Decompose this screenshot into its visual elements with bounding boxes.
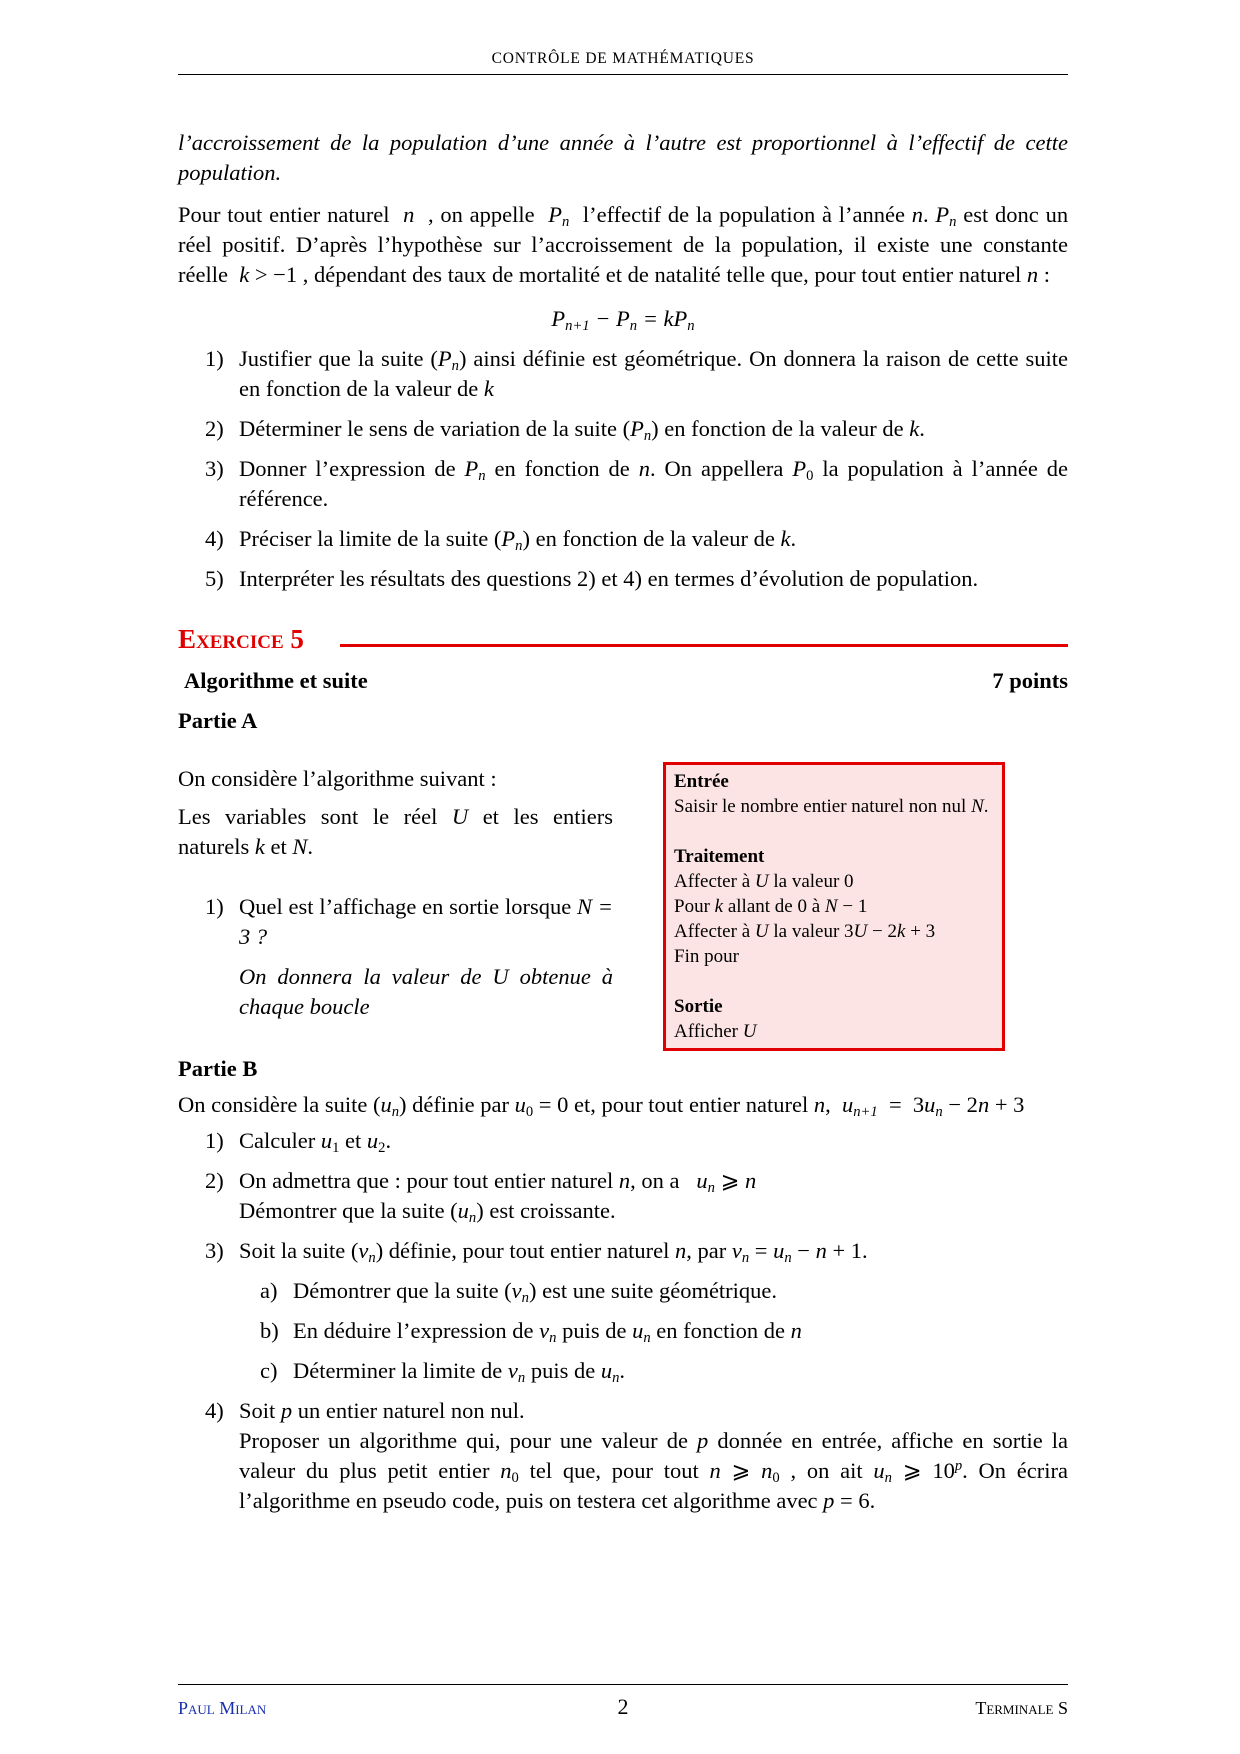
question-item: 3) Soit la suite $(v_n)$ définie, pour tout entier naturel n, par $v_n = u_n - n + 1$. bbox=[205, 1238, 868, 1266]
subquestion-item: b) En déduire l’expression de $v_n$ puis de $u_n$ en fonction de n bbox=[260, 1318, 802, 1346]
algo-sortie-label: Sortie bbox=[674, 996, 723, 1017]
page-number: 2 bbox=[617, 1694, 629, 1719]
page-header: CONTRÔLE DE MATHÉMATIQUES bbox=[491, 50, 755, 67]
page-footer bbox=[178, 1694, 1068, 1724]
footer-rule bbox=[178, 1684, 1068, 1685]
question-item: 1) Quel est l’affichage en sortie lorsque N = 3 ? On donnera la valeur de U obtenue à chaque boucle bbox=[205, 894, 613, 1019]
recurrence-formula: $P_{n+1} - P_n = kP_n$ bbox=[551, 306, 695, 334]
partie-a-text bbox=[178, 764, 613, 1032]
algo-entree-line: Saisir le nombre entier naturel non nul N. bbox=[674, 796, 989, 817]
question-item: 3) Donner l’expression de $P_n$ en fonction de n. On appellera $P_0$ la population à l’année de référence. bbox=[205, 456, 1068, 511]
question-item: 1) Calculer $u_1$ et $u_2$. bbox=[205, 1128, 392, 1156]
exercise-title: Exercice 5 bbox=[178, 624, 304, 654]
exercise-heading bbox=[178, 624, 1068, 664]
hypothesis-text: l’accroissement de la population d’une année à l’autre est proportionnel à l’effectif de cette population. bbox=[178, 130, 1068, 185]
exercise-rule bbox=[340, 644, 1068, 647]
footer-author: Paul Milan bbox=[178, 1698, 267, 1718]
question-item: 2) On admettra que : pour tout entier naturel n, on a $u_n$ ⩾ n Démontrer que la suite $(u_n)$ est croissante. bbox=[205, 1168, 757, 1226]
partie-a-intro: On considère l’algorithme suivant : bbox=[178, 766, 497, 791]
page-body bbox=[178, 128, 1068, 1526]
footer-class: Terminale S bbox=[975, 1698, 1068, 1718]
partie-a-variables: Les variables sont le réel U et les entiers naturels k et N. bbox=[178, 804, 613, 859]
exercise-subtitle: Algorithme et suite bbox=[184, 668, 368, 693]
intro-paragraph: Pour tout entier naturel n , on appelle $P_n$ l’effectif de la population à l’année n. $P_n$ est donc un réel positif. D’après l’hypothèse sur l’accroissement de la population, il existe une constante réelle k > −1 , dépendant des taux de mortalité et de natalité telle que, pour tout entier naturel n : bbox=[178, 202, 1069, 287]
page bbox=[178, 0, 1068, 1754]
subquestion-item: c) Déterminer la limite de $v_n$ puis de $u_n$. bbox=[260, 1358, 626, 1386]
question-item: 4) Préciser la limite de la suite $(P_n)$ en fonction de la valeur de k. bbox=[205, 526, 797, 554]
partie-a-note: On donnera la valeur de U obtenue à chaque boucle bbox=[239, 964, 613, 1019]
partie-a-title: Partie A bbox=[178, 708, 258, 733]
question-item: 4) Soit p un entier naturel non nul. Proposer un algorithme qui, pour une valeur de p donnée en entrée, affiche en sortie la valeur du plus petit entier $n_0$ tel que, pour tout n ⩾ $n_0$ , on ait $u_n$ ⩾ 10$^p$. On écrira l’algorithme en pseudo code, puis on testera cet algorithme avec p = 6. bbox=[205, 1398, 1068, 1513]
exercise-points: 7 points bbox=[992, 668, 1068, 693]
partie-b-intro: On considère la suite $(u_n)$ définie par $u_0 = 0$ et, pour tout entier naturel n, $u_{n+1} = 3u_n - 2n + 3$ bbox=[178, 1092, 1025, 1120]
algo-sortie-line: Afficher U bbox=[674, 1021, 757, 1042]
header-rule bbox=[178, 74, 1068, 75]
subquestion-item: a) Démontrer que la suite $(v_n)$ est une suite géométrique. bbox=[260, 1278, 778, 1306]
algo-line: Affecter à U la valeur 3U − 2k + 3 bbox=[674, 921, 936, 942]
algo-line: Affecter à U la valeur 0 bbox=[674, 871, 854, 892]
algo-line: Pour k allant de 0 à N − 1 bbox=[674, 896, 868, 917]
exercise-subheading bbox=[178, 666, 1068, 696]
exercise4-questions bbox=[178, 344, 1068, 594]
question-item: 1) Justifier que la suite $(P_n)$ ainsi définie est géométrique. On donnera la raison de cette suite en fonction de la valeur de k bbox=[205, 346, 1068, 401]
partie-b-subquestions bbox=[178, 1276, 1068, 1386]
partie-b-questions bbox=[178, 1126, 1068, 1266]
question-item: 5) Interpréter les résultats des questions 2) et 4) en termes d’évolution de population. bbox=[205, 566, 979, 591]
partie-b-title: Partie B bbox=[178, 1056, 258, 1081]
algo-entree-label: Entrée bbox=[674, 771, 729, 792]
algo-traitement-label: Traitement bbox=[674, 846, 765, 867]
algorithm-box bbox=[663, 762, 1005, 1051]
partie-a-section bbox=[178, 764, 1068, 1054]
question-item: 2) Déterminer le sens de variation de la suite $(P_n)$ en fonction de la valeur de k. bbox=[205, 416, 925, 444]
algo-line: Fin pour bbox=[674, 946, 739, 967]
